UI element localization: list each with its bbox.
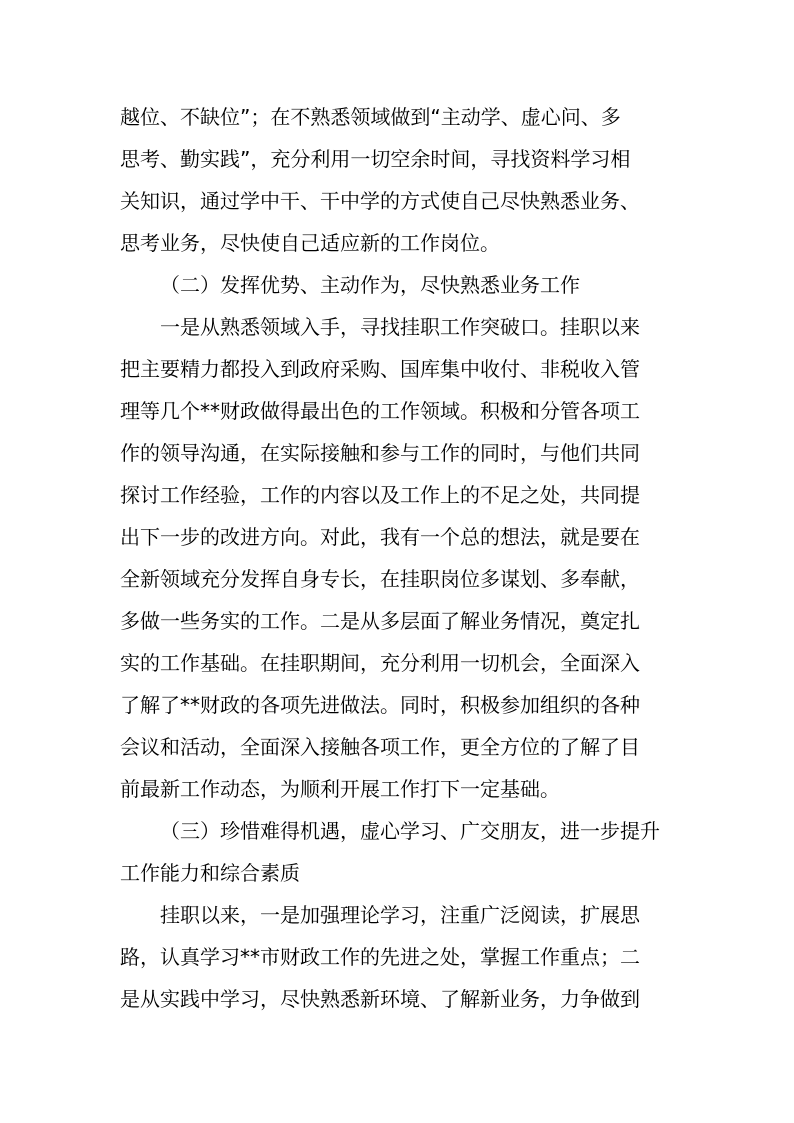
text-line [0, 728, 794, 766]
text-line [0, 476, 794, 514]
section-heading [0, 812, 794, 850]
text-line-content: 是从实践中学习，尽快熟悉新环境、了解新业务，力争做到 [120, 987, 640, 1011]
text-line [0, 644, 794, 682]
text-line-content: 多做一些务实的工作。二是从多层面了解业务情况，奠定扎 [120, 609, 640, 633]
text-line-content: 出下一步的改进方向。对此，我有一个总的想法，就是要在 [120, 525, 640, 549]
text-line [0, 182, 794, 220]
text-line-content: 全新领域充分发挥自身专长，在挂职岗位多谋划、多奉献， [120, 567, 640, 591]
text-line-content: 思考、勤实践”，充分利用一切空余时间，寻找资料学习相 [120, 147, 631, 171]
text-line-content: 思考业务，尽快使自己适应新的工作岗位。 [120, 231, 500, 255]
text-line [0, 98, 794, 136]
text-line-content: 关知识，通过学中干、干中学的方式使自己尽快熟悉业务、 [120, 189, 640, 213]
text-line [0, 770, 794, 808]
text-line-content: 实的工作基础。在挂职期间，充分利用一切机会，全面深入 [120, 651, 640, 675]
text-line [0, 392, 794, 430]
text-line [0, 602, 794, 640]
text-line [0, 350, 794, 388]
text-line-content: 了解了**财政的各项先进做法。同时，积极参加组织的各种 [120, 693, 640, 717]
text-line-content: 越位、不缺位”；在不熟悉领域做到“主动学、虚心问、多 [120, 105, 621, 129]
section-heading-text: （三）珍惜难得机遇，虚心学习、广交朋友，进一步提升 [160, 819, 660, 843]
text-line [0, 560, 794, 598]
text-line [0, 140, 794, 178]
text-line [0, 434, 794, 472]
text-line-content: 挂职以来，一是加强理论学习，注重广泛阅读，扩展思 [160, 903, 640, 927]
text-line-content: 前最新工作动态，为顺利开展工作打下一定基础。 [120, 777, 560, 801]
text-line [0, 224, 794, 262]
text-line-content: 理等几个**财政做得最出色的工作领域。积极和分管各项工 [120, 399, 640, 423]
text-line [0, 308, 794, 346]
text-line-content: 作的领导沟通，在实际接触和参与工作的同时，与他们共同 [120, 441, 640, 465]
text-line-content: 探讨工作经验，工作的内容以及工作上的不足之处，共同提 [120, 483, 640, 507]
text-line-content: 一是从熟悉领域入手，寻找挂职工作突破口。挂职以来 [160, 315, 640, 339]
text-line-content: 会议和活动，全面深入接触各项工作，更全方位的了解了目 [120, 735, 640, 759]
text-line-content: 路，认真学习**市财政工作的先进之处，掌握工作重点；二 [120, 945, 640, 969]
text-line [0, 518, 794, 556]
section-heading-text: 工作能力和综合素质 [120, 861, 300, 885]
text-line-content: 把主要精力都投入到政府采购、国库集中收付、非税收入管 [120, 357, 640, 381]
text-line [0, 686, 794, 724]
text-line [0, 980, 794, 1018]
section-heading [0, 266, 794, 304]
section-heading-continuation [0, 854, 794, 892]
text-line [0, 896, 794, 934]
text-line [0, 938, 794, 976]
section-heading-text: （二）发挥优势、主动作为，尽快熟悉业务工作 [160, 273, 580, 297]
